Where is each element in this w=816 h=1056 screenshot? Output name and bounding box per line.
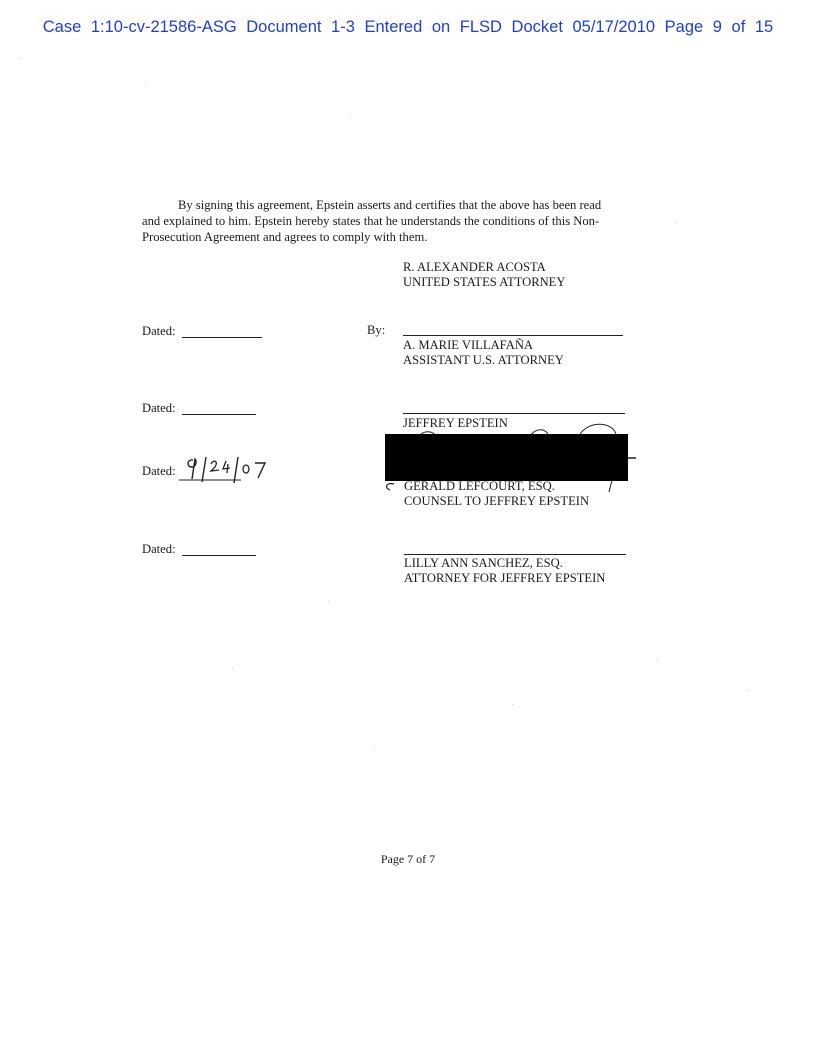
lefcourt-name: GERALD LEFCOURT, ESQ. <box>404 479 555 493</box>
lefcourt-title: COUNSEL TO JEFFREY EPSTEIN <box>404 494 590 508</box>
scan-speck <box>657 660 658 661</box>
date-line <box>182 555 256 556</box>
date-line <box>182 337 262 338</box>
dated-label: Dated: <box>142 464 176 478</box>
scan-speck <box>512 704 513 705</box>
us-attorney-name: R. ALEXANDER ACOSTA <box>403 260 546 274</box>
scan-speck <box>676 222 677 223</box>
redaction-box <box>385 434 628 481</box>
paragraph-line: and explained to him. Epstein hereby states that he understands the conditions of this Non- <box>142 214 600 228</box>
certification-paragraph <box>142 197 632 245</box>
scan-speck <box>328 601 329 602</box>
date-line <box>182 414 256 415</box>
signature-line <box>404 554 626 555</box>
us-attorney-title: UNITED STATES ATTORNEY <box>403 275 566 289</box>
docket-header: Case 1:10-cv-21586-ASG Document 1-3 Entered on FLSD Docket 05/17/2010 Page 9 of 15 <box>42 18 774 36</box>
sanchez-title: ATTORNEY FOR JEFFREY EPSTEIN <box>404 571 606 585</box>
dated-label: Dated: <box>142 401 176 415</box>
dated-label: Dated: <box>142 542 176 556</box>
page-number: Page 7 of 7 <box>380 852 436 866</box>
scan-speck <box>20 58 21 59</box>
scan-speck <box>350 117 351 118</box>
sanchez-name: LILLY ANN SANCHEZ, ESQ. <box>404 556 563 570</box>
ausa-title: ASSISTANT U.S. ATTORNEY <box>403 353 564 367</box>
ausa-name: A. MARIE VILLAFAÑA <box>403 338 534 352</box>
dated-label: Dated: <box>142 324 176 338</box>
signature-line <box>403 335 623 336</box>
scan-speck <box>145 85 146 86</box>
epstein-name: JEFFREY EPSTEIN <box>403 416 508 430</box>
scan-speck <box>748 690 749 691</box>
signature-line <box>403 413 625 414</box>
paragraph-line: By signing this agreement, Epstein asserts and certifies that the above has been read <box>178 198 602 212</box>
handwritten-date <box>179 455 271 487</box>
by-label: By: <box>367 323 386 337</box>
scan-speck <box>373 747 374 748</box>
scan-speck <box>232 668 233 669</box>
paragraph-line: Prosecution Agreement and agrees to comply with them. <box>142 230 428 244</box>
